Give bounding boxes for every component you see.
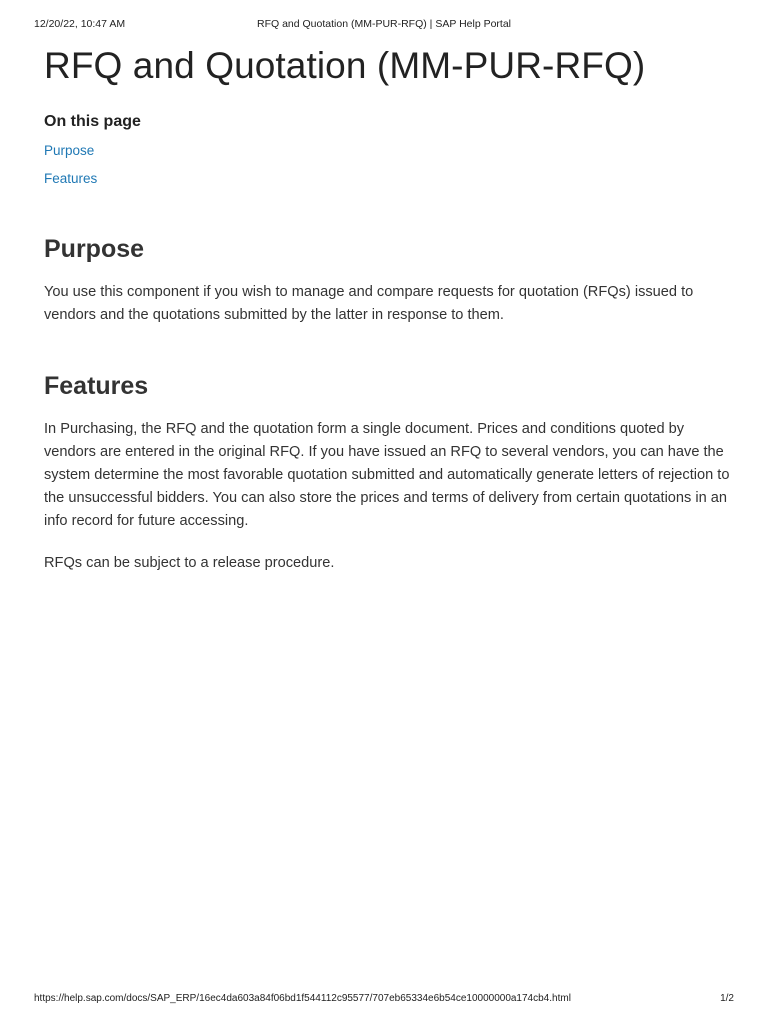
purpose-paragraph: You use this component if you wish to manage and compare requests for quotation (RFQs) issued to vendors and the quotations submitted by the latter in response to them. <box>44 284 694 323</box>
features-heading: Features <box>44 372 149 400</box>
print-datetime: 12/20/22, 10:47 AM <box>34 18 126 30</box>
page-number: 1/2 <box>720 993 734 1004</box>
purpose-heading: Purpose <box>44 235 145 263</box>
main-content <box>44 44 734 575</box>
print-footer <box>34 993 734 1007</box>
print-header <box>34 18 734 32</box>
release-paragraph: RFQs can be subject to a release procedure. <box>44 555 335 571</box>
print-url: https://help.sap.com/docs/SAP_ERP/16ec4da603a84f06bd1f544112c95577/707eb65334e6b54ce10000000a174cb4.html <box>34 993 571 1004</box>
print-document-title: RFQ and Quotation (MM-PUR-RFQ) | SAP Help Portal <box>256 18 512 30</box>
toc-heading: On this page <box>44 113 141 130</box>
toc-link-features[interactable]: Features <box>44 171 98 186</box>
toc-link-purpose[interactable]: Purpose <box>44 143 95 158</box>
page-title: RFQ and Quotation (MM-PUR-RFQ) <box>44 45 646 86</box>
features-paragraph: In Purchasing, the RFQ and the quotation form a single document. Prices and conditions quoted by vendors are entered in the original RFQ. If you have issued an RFQ to several vendors, you can have the system determine the most favorable quotation submitted and automatically generate letters of rejection to the unsuccessful bidders. You can also store the prices and terms of delivery from certain quotations in an info record for future accessing. <box>44 421 730 529</box>
